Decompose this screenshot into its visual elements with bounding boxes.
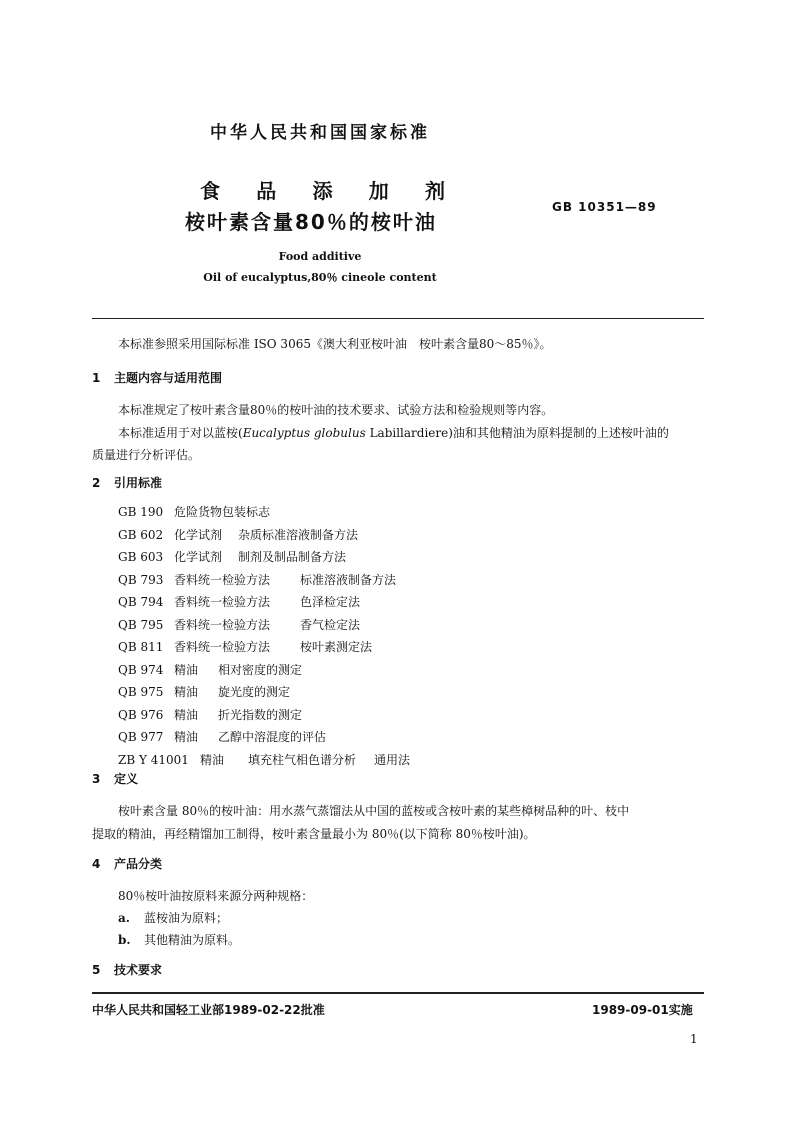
intro-paragraph: 本标准参照采用国际标准 ISO 3065《澳大利亚桉叶油 桉叶素含量80～85％》。	[118, 337, 552, 351]
header-divider	[92, 318, 704, 319]
reference-row	[118, 569, 410, 592]
section-number: 5	[92, 963, 101, 977]
title-char: 食	[200, 179, 220, 203]
ref-title: 香料统一检验方法	[174, 595, 271, 609]
ref-subtitle: 乙醇中溶混度的评估	[218, 730, 327, 744]
section-heading-5	[92, 961, 162, 978]
approval-text: 中华人民共和国轻工业部1989-02-22批准	[92, 1003, 325, 1017]
list-marker: a.	[118, 911, 130, 925]
ref-code: GB 603	[118, 550, 164, 564]
ref-subtitle: 标准溶液制备方法	[300, 572, 397, 587]
s4-item-a	[118, 909, 228, 926]
s1-p2-text-cont: Labillardiere)油和其他精油为原料提制的上述桉叶油的	[365, 426, 669, 440]
reference-row	[118, 546, 410, 569]
ref-title: 危险货物包装标志	[174, 505, 271, 519]
title-line-1	[200, 175, 445, 204]
section-number: 2	[92, 476, 101, 490]
reference-row	[118, 614, 410, 637]
section-heading-4	[92, 855, 162, 872]
title-char: 添	[312, 179, 333, 203]
ref-code: QB 795	[118, 617, 164, 632]
s1-paragraph-2-cont: 质量进行分析评估。	[92, 448, 201, 462]
reference-list	[118, 501, 410, 771]
ref-subtitle: 旋光度的测定	[218, 685, 291, 699]
section-number: 3	[92, 772, 101, 786]
ref-code: QB 974	[118, 662, 164, 677]
section-title: 产品分类	[114, 857, 163, 871]
ref-code: ZB Y 41001	[118, 752, 189, 767]
s1-paragraph-2	[118, 424, 669, 441]
ref-code: QB 793	[118, 572, 164, 587]
section-title: 引用标准	[114, 476, 163, 490]
s1-p2-text: 本标准适用于对以蓝桉(	[118, 426, 243, 440]
title-char: 品	[256, 179, 277, 203]
section-title: 定义	[114, 772, 139, 786]
ref-title: 香料统一检验方法	[174, 572, 271, 587]
latin-species-name: Eucalyptus globulus	[242, 426, 366, 440]
s1-paragraph-1: 本标准规定了桉叶素含量80％的桉叶油的技术要求、试验方法和检验规则等内容。	[118, 403, 554, 417]
ref-subtitle-2: 通用法	[374, 752, 411, 767]
section-title: 技术要求	[114, 963, 163, 977]
ref-title: 香料统一检验方法	[174, 640, 271, 654]
ref-subtitle: 香气检定法	[300, 617, 361, 632]
list-marker: b.	[118, 933, 131, 947]
reference-row	[118, 524, 410, 547]
ref-subtitle: 制剂及制品制备方法	[238, 550, 347, 564]
reference-row	[118, 659, 410, 682]
ref-code: GB 602	[118, 527, 164, 542]
list-text: 其他精油为原料。	[144, 933, 241, 947]
ref-code: QB 794	[118, 595, 164, 609]
ref-title: 精油	[174, 662, 199, 677]
section-heading-1	[92, 369, 222, 386]
ref-title: 化学试剂	[174, 550, 223, 564]
reference-row	[118, 591, 410, 614]
title-char: 剂	[425, 179, 445, 203]
english-title-1: Food additive	[278, 250, 362, 263]
s3-definition-line-2: 提取的精油，再经精馏加工制得，桉叶素含量最小为 80％(以下简称 80％桉叶油)。	[92, 827, 536, 841]
ref-subtitle: 桉叶素测定法	[300, 640, 373, 654]
effective-date: 1989-09-01实施	[592, 1003, 693, 1017]
ref-code: QB 976	[118, 707, 164, 722]
ref-subtitle: 色泽检定法	[300, 595, 361, 609]
english-title-2: Oil of eucalyptus,80％ cineole content	[203, 271, 437, 284]
ref-subtitle: 折光指数的测定	[218, 707, 303, 722]
s4-intro: 80％桉叶油按原料来源分两种规格：	[118, 889, 314, 903]
ref-subtitle: 相对密度的测定	[218, 662, 303, 677]
reference-row	[118, 726, 410, 749]
ref-title: 精油	[174, 707, 199, 722]
list-text: 蓝桉油为原料；	[144, 911, 229, 925]
footer-divider	[92, 992, 704, 994]
section-number: 4	[92, 857, 101, 871]
section-number: 1	[92, 371, 101, 385]
reference-row	[118, 749, 410, 772]
ref-title: 化学试剂	[174, 527, 223, 542]
reference-row	[118, 681, 410, 704]
section-heading-3	[92, 770, 138, 787]
section-heading-2	[92, 474, 162, 491]
ref-code: GB 190	[118, 505, 164, 519]
ref-title: 香料统一检验方法	[174, 617, 271, 632]
reference-row	[118, 501, 410, 524]
ref-code: QB 977	[118, 730, 164, 744]
ref-subtitle: 杂质标准溶液制备方法	[238, 527, 359, 542]
national-standard-heading: 中华人民共和国国家标准	[210, 123, 430, 143]
s3-definition-line-1: 桉叶素含量 80％的桉叶油：用水蒸气蒸馏法从中国的蓝桉或含桉叶素的某些樟树品种的叶、枝中	[118, 804, 630, 818]
standard-code: GB 10351—89	[552, 200, 657, 214]
ref-code: QB 811	[118, 640, 164, 654]
page-number: 1	[690, 1032, 698, 1046]
ref-subtitle: 填充柱气相色谱分析	[248, 752, 357, 767]
s4-item-b	[118, 931, 240, 948]
ref-code: QB 975	[118, 685, 164, 699]
section-title: 主题内容与适用范围	[114, 371, 223, 385]
reference-row	[118, 636, 410, 659]
ref-title: 精油	[174, 730, 199, 744]
ref-title: 精油	[174, 685, 199, 699]
ref-title: 精油	[200, 752, 225, 767]
title-line-2: 桉叶素含量80％的桉叶油	[185, 210, 437, 234]
reference-row	[118, 704, 410, 727]
title-char: 加	[368, 179, 389, 203]
